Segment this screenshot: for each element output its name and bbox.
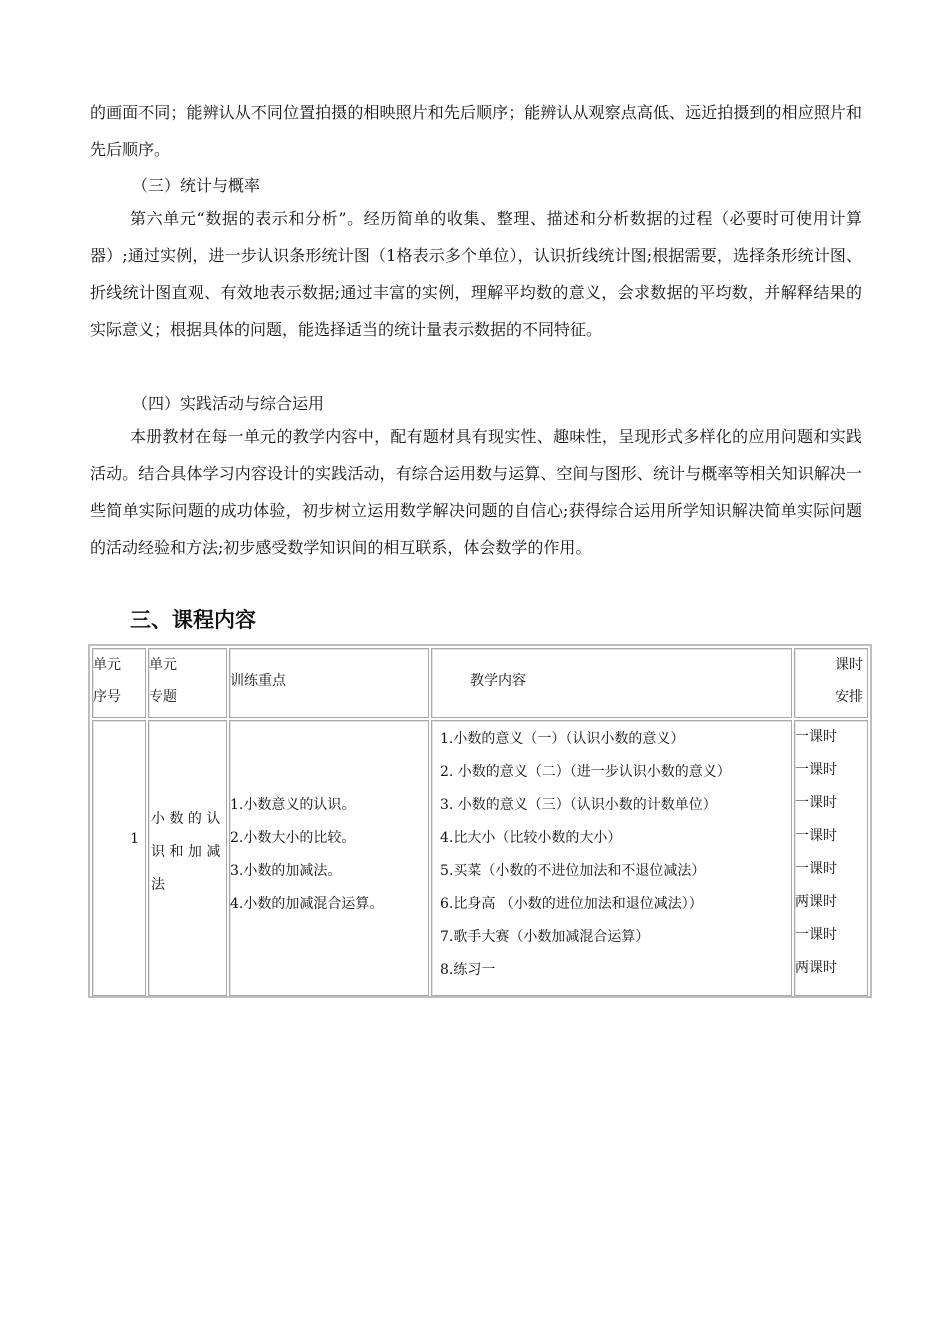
header-teaching-content <box>431 648 792 718</box>
course-content-table <box>88 644 872 998</box>
header-hours-line1: 课时 <box>835 657 863 673</box>
unit-no-value: 1 <box>130 831 139 847</box>
content-item: 8.练习一 <box>440 962 496 978</box>
heading-statistics-probability: （三）统计与概率 <box>132 176 261 195</box>
header-training-focus <box>229 648 429 718</box>
header-training-focus-label: 训练重点 <box>230 673 286 689</box>
header-hours <box>794 648 868 718</box>
header-unit-no-line2: 序号 <box>93 689 121 705</box>
heading-practice-activity: （四）实践活动与综合运用 <box>132 394 325 413</box>
content-item: 7.歌手大赛（小数加减混合运算） <box>440 929 650 945</box>
hours-item: 两课时 <box>795 960 837 976</box>
unit-topic-line1: 小 数 的 认 <box>151 811 221 827</box>
content-item: 2. 小数的意义（二）（进一步认识小数的意义） <box>440 764 731 780</box>
content-item: 5.买菜（小数的不进位加法和不退位减法） <box>440 863 706 879</box>
header-unit-no-line1: 单元 <box>93 657 121 673</box>
table-cell-teaching-content <box>431 720 792 996</box>
table-cell-unit-topic <box>148 720 227 996</box>
content-item: 3. 小数的意义（三）（认识小数的计数单位） <box>440 797 717 813</box>
hours-item: 一课时 <box>795 861 837 877</box>
hours-item: 两课时 <box>795 894 837 910</box>
hours-item: 一课时 <box>795 927 837 943</box>
focus-item: 1.小数意义的认识。 <box>230 797 356 813</box>
header-unit-topic-line1: 单元 <box>149 657 177 673</box>
header-teaching-content-label: 教学内容 <box>470 673 526 689</box>
header-unit-topic-line2: 专题 <box>149 689 177 705</box>
content-item: 1.小数的意义（一）（认识小数的意义） <box>440 731 685 747</box>
hours-item: 一课时 <box>795 762 837 778</box>
table-cell-training-focus <box>229 720 429 996</box>
paragraph-practice: 本册教材在每一单元的教学内容中，配有题材具有现实性、趣味性，呈现形式多样化的应用问题和实践活动。结合具体学习内容设计的实践活动，有综合运用数与运算、空间与图形、统计与概率等相关知识解决一些简单实际问题的成功体验，初步树立运用数学解决问题的自信心;获得综合运用所学知识解决简单实际问题的活动经验和方法;初步感受数学知识间的相互联系，体会数学的作用。 <box>90 427 862 557</box>
section-title: 三、课程内容 <box>130 608 256 632</box>
header-unit-no <box>92 648 146 718</box>
hours-item: 一课时 <box>795 828 837 844</box>
unit-topic-line2: 识 和 加 减 <box>151 844 221 860</box>
focus-item: 4.小数的加减混合运算。 <box>230 896 384 912</box>
table-cell-hours <box>794 720 868 996</box>
focus-item: 2.小数大小的比较。 <box>230 830 356 846</box>
hours-item: 一课时 <box>795 795 837 811</box>
header-hours-line2: 安排 <box>835 689 863 705</box>
paragraph-unit-six: 第六单元“数据的表示和分析”。经历简单的收集、整理、描述和分析数据的过程（必要时可使用计算器）;通过实例，进一步认识条形统计图（1格表示多个单位），认识折线统计图;根据需要，选择条形统计图、折线统计图直观、有效地表示数据;通过丰富的实例，理解平均数的意义，会求数据的平均数，并解释结果的实际意义；根据具体的问题，能选择适当的统计量表示数据的不同特征。 <box>90 209 862 339</box>
content-item: 4.比大小（比较小数的大小） <box>440 830 622 846</box>
table-cell-unit-no <box>92 720 146 996</box>
unit-topic-line3: 法 <box>151 877 165 893</box>
header-unit-topic <box>148 648 227 718</box>
content-item: 6.比身高 （小数的进位加法和退位减法）） <box>440 896 703 912</box>
hours-item: 一课时 <box>795 729 837 745</box>
paragraph-observation: 的画面不同；能辨认从不同位置拍摄的相映照片和先后顺序；能辨认从观察点高低、远近拍摄到的相应照片和先后顺序。 <box>90 103 862 159</box>
focus-item: 3.小数的加减法。 <box>230 863 342 879</box>
